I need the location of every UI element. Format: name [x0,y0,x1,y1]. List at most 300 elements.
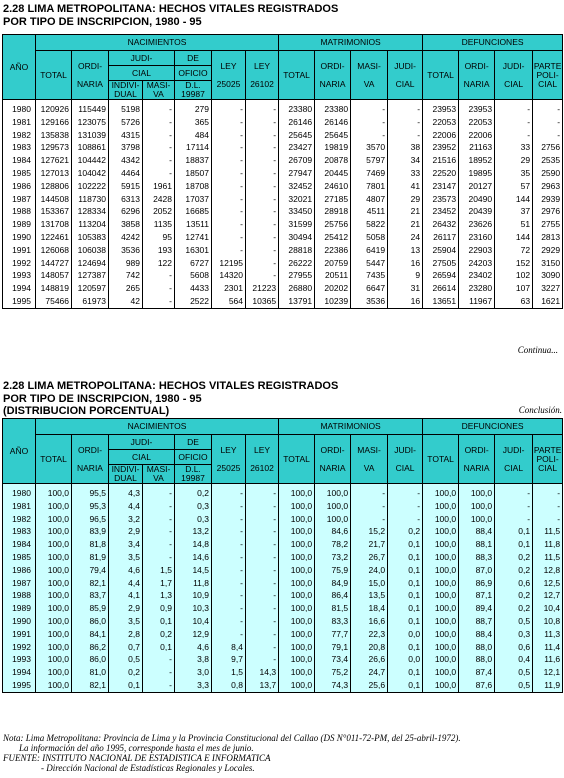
value-cell: 63 [495,295,533,308]
value-cell: 14,8 [175,538,212,551]
header-mat-ordinaria: ORDI- NARIA [315,435,351,484]
value-cell: 12195 [212,257,246,270]
value-cell: 2535 [533,154,563,167]
value-cell: 100,0 [459,484,495,500]
value-cell: - [495,129,533,142]
value-cell: 100,0 [36,564,72,577]
value-cell: - [246,500,279,513]
value-cell: 88,4 [459,628,495,641]
value-cell: - [212,193,246,206]
year-cell: 1982 [3,513,36,526]
header-mat-masiva: MASI- VA [351,51,388,100]
value-cell: - [143,129,175,142]
year-cell: 1993 [3,269,36,282]
value-cell: 2756 [533,141,563,154]
value-cell: 100,0 [36,500,72,513]
value-cell: 88,3 [459,551,495,564]
table2-title-line3: (DISTRIBUCION PORCENTUAL) [3,405,170,417]
value-cell: 23452 [423,205,459,218]
value-cell: - [388,100,423,116]
table-row [3,551,563,564]
value-cell: - [351,100,388,116]
value-cell: 265 [109,282,143,295]
header-def-ordinaria: ORDI- NARIA [459,51,495,100]
value-cell: 15,2 [351,525,388,538]
value-cell: 0,9 [143,602,175,615]
value-cell: 100,0 [423,525,459,538]
value-cell: 0,2 [388,525,423,538]
table-row [3,257,563,270]
value-cell: 34 [388,154,423,167]
value-cell: 72 [495,244,533,257]
value-cell: 2,8 [109,628,143,641]
value-cell: 100,0 [423,564,459,577]
value-cell: - [246,564,279,577]
value-cell: 11,6 [533,653,563,666]
value-cell: 13,2 [175,525,212,538]
footnotes [3,733,461,773]
continua-label: Continua... [517,345,558,355]
value-cell: 2590 [533,167,563,180]
value-cell: - [143,538,175,551]
header-judicial-cial: CIAL [109,66,175,81]
value-cell: - [495,500,533,513]
value-cell: 2963 [533,180,563,193]
value-cell: - [388,513,423,526]
value-cell: 100,0 [36,628,72,641]
value-cell: 23402 [459,269,495,282]
value-cell: 42 [109,295,143,308]
value-cell: 11,8 [533,538,563,551]
value-cell: 100,0 [423,551,459,564]
value-cell: 100,0 [315,513,351,526]
value-cell: 8,4 [212,641,246,654]
table-row [3,602,563,615]
value-cell: 0,1 [388,564,423,577]
value-cell: 31599 [279,218,315,231]
value-cell: 5915 [109,180,143,193]
value-cell: 23952 [423,141,459,154]
value-cell: - [246,602,279,615]
value-cell: 29 [388,193,423,206]
value-cell: - [246,100,279,116]
table-row [3,641,563,654]
value-cell: 41 [388,180,423,193]
value-cell: - [351,484,388,500]
table-row [3,167,563,180]
header-def-judicial: JUDI- CIAL [495,51,533,100]
value-cell: 100,0 [279,577,315,590]
value-cell: 12,7 [533,589,563,602]
value-cell: 100,0 [36,551,72,564]
value-cell: 83,7 [72,589,109,602]
value-cell: 95 [143,231,175,244]
value-cell: 37 [495,205,533,218]
value-cell: 11967 [459,295,495,308]
value-cell: - [246,205,279,218]
value-cell: 21 [388,205,423,218]
year-cell: 1994 [3,282,36,295]
value-cell: 4242 [109,231,143,244]
value-cell: 10,8 [533,615,563,628]
value-cell: - [388,116,423,129]
value-cell: 0,2 [495,551,533,564]
header-mat-total: TOTAL [279,51,315,100]
value-cell: - [351,513,388,526]
value-cell: 14,5 [175,564,212,577]
value-cell: 88,4 [459,525,495,538]
header-oficio: OFICIO [175,450,212,465]
value-cell: 5447 [351,257,388,270]
value-cell: 100,0 [36,653,72,666]
table-row [3,615,563,628]
value-cell: 100,0 [279,538,315,551]
table-percent-distribution [2,418,563,693]
value-cell: 87,4 [459,666,495,679]
value-cell: - [246,589,279,602]
table-row [3,525,563,538]
value-cell: 14320 [212,269,246,282]
value-cell: 6727 [175,257,212,270]
value-cell: 100,0 [279,641,315,654]
year-cell: 1992 [3,641,36,654]
value-cell: 20878 [315,154,351,167]
year-cell: 1983 [3,525,36,538]
value-cell: 5797 [351,154,388,167]
value-cell: 57 [495,180,533,193]
value-cell: 18837 [175,154,212,167]
value-cell: 100,0 [423,666,459,679]
value-cell: - [212,129,246,142]
value-cell: 104442 [72,154,109,167]
value-cell: 13651 [423,295,459,308]
value-cell: 27505 [423,257,459,270]
year-cell: 1988 [3,205,36,218]
header-def-ordinaria: ORDI- NARIA [459,435,495,484]
value-cell: 96,5 [72,513,109,526]
value-cell: 38 [388,141,423,154]
value-cell: 84,1 [72,628,109,641]
value-cell: 2755 [533,218,563,231]
year-cell: 1980 [3,100,36,116]
value-cell: 100,0 [279,628,315,641]
table2-body [3,484,563,693]
table-row [3,295,563,308]
value-cell: - [212,615,246,628]
value-cell: 3,4 [109,538,143,551]
value-cell: - [212,602,246,615]
value-cell: 23626 [459,218,495,231]
value-cell: 7801 [351,180,388,193]
value-cell: 83,3 [315,615,351,628]
value-cell: - [351,129,388,142]
value-cell: 1,5 [143,564,175,577]
value-cell: 20202 [315,282,351,295]
value-cell: - [246,513,279,526]
value-cell: 14,6 [175,551,212,564]
value-cell: 10,3 [175,602,212,615]
value-cell: 88,0 [459,653,495,666]
value-cell: 15,0 [351,577,388,590]
value-cell: 5822 [351,218,388,231]
value-cell: 12,1 [533,666,563,679]
value-cell: 0,2 [495,564,533,577]
table-row [3,218,563,231]
value-cell: - [143,551,175,564]
table-row [3,116,563,129]
year-cell: 1992 [3,257,36,270]
value-cell: 365 [175,116,212,129]
value-cell: 0,1 [388,641,423,654]
value-cell: - [212,180,246,193]
value-cell: 13511 [175,218,212,231]
value-cell: 6647 [351,282,388,295]
table-row [3,100,563,116]
value-cell: 79,4 [72,564,109,577]
value-cell: 0,1 [388,589,423,602]
value-cell: - [246,257,279,270]
value-cell: - [212,589,246,602]
value-cell: 0,0 [388,628,423,641]
header-mat-judicial: JUDI- CIAL [388,435,423,484]
value-cell: 18952 [459,154,495,167]
value-cell: 144 [495,231,533,244]
value-cell: 1,5 [212,666,246,679]
value-cell: 135838 [36,129,72,142]
value-cell: 33 [495,141,533,154]
value-cell: 100,0 [36,538,72,551]
value-cell: 122 [143,257,175,270]
value-cell: - [212,577,246,590]
value-cell: 3,5 [109,615,143,628]
value-cell: - [495,100,533,116]
value-cell: 4,4 [109,577,143,590]
value-cell: 144 [495,193,533,206]
header-nacimientos: NACIMIENTOS [36,419,279,435]
header-masiva: MASI- VA [143,465,175,484]
value-cell: 102222 [72,180,109,193]
header-def-total: TOTAL [423,435,459,484]
value-cell: 31 [388,282,423,295]
value-cell: - [143,154,175,167]
value-cell: 0,1 [388,679,423,692]
value-cell: 11,4 [533,641,563,654]
year-cell: 1981 [3,500,36,513]
value-cell: 22903 [459,244,495,257]
value-cell: 4,1 [109,589,143,602]
value-cell: 0,1 [495,538,533,551]
table-row [3,513,563,526]
year-cell: 1985 [3,551,36,564]
value-cell: 17114 [175,141,212,154]
value-cell: - [143,513,175,526]
year-cell: 1993 [3,653,36,666]
value-cell: 23953 [459,100,495,116]
value-cell: - [246,154,279,167]
value-cell: 100,0 [423,628,459,641]
value-cell: 78,2 [315,538,351,551]
value-cell: 4342 [109,154,143,167]
value-cell: 100,0 [36,484,72,500]
table-row [3,154,563,167]
value-cell: 19819 [315,141,351,154]
note-line-1: Nota: Lima Metropolitana: Provincia de Lima y la Provincia Constitucional del Callao (DS N°011-72-PM, del 25-abril-1972). [3,733,461,743]
value-cell: 23160 [459,231,495,244]
value-cell: 95,5 [72,484,109,500]
value-cell: 86,0 [72,615,109,628]
value-cell: 100,0 [459,500,495,513]
value-cell: 85,9 [72,602,109,615]
table-row [3,180,563,193]
value-cell: 0,6 [495,641,533,654]
value-cell: 100,0 [423,615,459,628]
table-row [3,628,563,641]
value-cell: - [212,484,246,500]
header-def-judicial: JUDI- CIAL [495,435,533,484]
value-cell: 0,2 [175,484,212,500]
value-cell: 0,5 [495,615,533,628]
value-cell: 81,5 [315,602,351,615]
value-cell: 87,6 [459,679,495,692]
value-cell: - [143,100,175,116]
value-cell: 61973 [72,295,109,308]
value-cell: - [246,551,279,564]
value-cell: 20439 [459,205,495,218]
value-cell: 0,3 [175,500,212,513]
value-cell: 124694 [72,257,109,270]
value-cell: 127013 [36,167,72,180]
value-cell: 77,7 [315,628,351,641]
value-cell: 0,3 [175,513,212,526]
value-cell: 0,3 [495,628,533,641]
year-cell: 1994 [3,666,36,679]
value-cell: - [143,295,175,308]
year-cell: 1995 [3,679,36,692]
value-cell: 122461 [36,231,72,244]
value-cell: 23380 [315,100,351,116]
table2-title-line1: 2.28 LIMA METROPOLITANA: HECHOS VITALES REGISTRADOS [3,380,339,392]
value-cell: 107 [495,282,533,295]
value-cell: - [212,141,246,154]
value-cell: 28818 [279,244,315,257]
value-cell: 22053 [459,116,495,129]
value-cell: 0,2 [495,602,533,615]
value-cell: 3798 [109,141,143,154]
value-cell: - [212,551,246,564]
value-cell: 153367 [36,205,72,218]
value-cell: 279 [175,100,212,116]
value-cell: 128806 [36,180,72,193]
year-cell: 1983 [3,141,36,154]
value-cell: - [246,628,279,641]
table-row [3,244,563,257]
value-cell: 87,0 [459,564,495,577]
value-cell: 26222 [279,257,315,270]
value-cell: - [246,244,279,257]
value-cell: - [246,641,279,654]
value-cell: 25904 [423,244,459,257]
value-cell: 11,5 [533,525,563,538]
table-row [3,484,563,500]
value-cell: 32021 [279,193,315,206]
value-cell: 148057 [36,269,72,282]
value-cell: 100,0 [36,679,72,692]
value-cell: 100,0 [36,615,72,628]
value-cell: 5608 [175,269,212,282]
value-cell: 100,0 [423,602,459,615]
value-cell: 3,3 [175,679,212,692]
value-cell: 23147 [423,180,459,193]
value-cell: - [246,141,279,154]
value-cell: 1,3 [143,589,175,602]
year-cell: 1984 [3,538,36,551]
value-cell: - [246,269,279,282]
value-cell: 79,1 [315,641,351,654]
value-cell: 24,0 [351,564,388,577]
value-cell: 11,9 [533,679,563,692]
value-cell: 12,5 [533,577,563,590]
value-cell: - [246,653,279,666]
value-cell: 28918 [315,205,351,218]
value-cell: 2428 [143,193,175,206]
value-cell: 100,0 [423,679,459,692]
header-defunciones: DEFUNCIONES [423,419,563,435]
value-cell: 27947 [279,167,315,180]
table1-body [3,100,563,309]
header-nacimientos: NACIMIENTOS [36,35,279,51]
value-cell: 25412 [315,231,351,244]
value-cell: 22006 [423,129,459,142]
value-cell: 5058 [351,231,388,244]
value-cell: 0,1 [388,551,423,564]
value-cell: 24 [388,231,423,244]
value-cell: - [212,167,246,180]
value-cell: 74,3 [315,679,351,692]
value-cell: - [212,628,246,641]
value-cell: 100,0 [423,513,459,526]
value-cell: 19895 [459,167,495,180]
table-row [3,679,563,692]
value-cell: 3,2 [109,513,143,526]
value-cell: 131708 [36,218,72,231]
header-defunciones: DEFUNCIONES [423,35,563,51]
value-cell: 100,0 [279,551,315,564]
table-row [3,500,563,513]
value-cell: - [533,129,563,142]
value-cell: 27955 [279,269,315,282]
value-cell: - [143,653,175,666]
value-cell: 16,6 [351,615,388,628]
header-mat-total: TOTAL [279,435,315,484]
value-cell: - [212,538,246,551]
value-cell: 10,4 [175,615,212,628]
value-cell: 0,1 [495,525,533,538]
value-cell: 82,1 [72,577,109,590]
value-cell: 11,3 [533,628,563,641]
value-cell: 6419 [351,244,388,257]
value-cell: 127387 [72,269,109,282]
value-cell: 22386 [315,244,351,257]
value-cell: 35 [495,167,533,180]
value-cell: 0,6 [495,577,533,590]
table-row [3,666,563,679]
value-cell: - [143,116,175,129]
value-cell: 7435 [351,269,388,282]
value-cell: 100,0 [423,653,459,666]
value-cell: - [246,180,279,193]
header-mat-masiva: MASI- VA [351,435,388,484]
value-cell: - [388,129,423,142]
